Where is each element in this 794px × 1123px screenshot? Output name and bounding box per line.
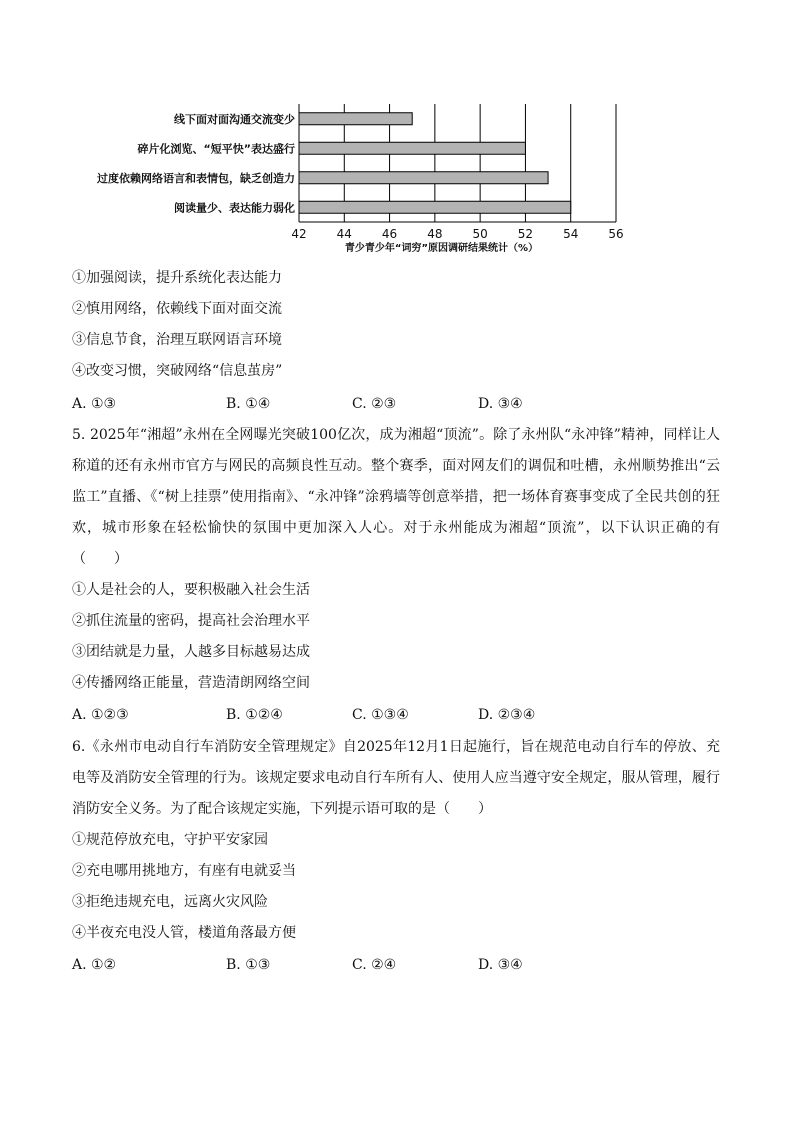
tick-label-48: 48 bbox=[427, 227, 443, 241]
q5-option-2: ②抓住流量的密码，提高社会治理水平 bbox=[72, 613, 310, 629]
q4-choice-b[interactable]: B. ①④ bbox=[226, 396, 271, 412]
tick-label-54: 54 bbox=[563, 227, 579, 241]
category-label-3: 阅读量少、表达能力弱化 bbox=[174, 201, 295, 215]
q5-choice-b[interactable]: B. ①②④ bbox=[226, 707, 283, 723]
q6-option-1: ①规范停放充电，守护平安家园 bbox=[72, 832, 268, 848]
q4-option-3: ③信息节食，治理互联网语言环境 bbox=[72, 332, 282, 348]
q6-choice-b[interactable]: B. ①③ bbox=[226, 957, 271, 973]
tick-label-46: 46 bbox=[381, 227, 398, 241]
q4-choice-a[interactable]: A. ①③ bbox=[72, 396, 117, 412]
q6-choice-c[interactable]: C. ②④ bbox=[352, 957, 397, 973]
q6-option-3: ③拒绝违规充电，远离火灾风险 bbox=[72, 894, 268, 910]
tick-label-44: 44 bbox=[336, 227, 352, 241]
q5-option-1: ①人是社会的人，要积极融入社会生活 bbox=[72, 582, 310, 598]
q4-option-2: ②慎用网络，依赖线下面对面交流 bbox=[72, 301, 282, 317]
q4-option-1: ①加强阅读，提升系统化表达能力 bbox=[72, 270, 282, 286]
bar-1 bbox=[299, 142, 525, 154]
x-axis-label: 青少青少年“词穷”原因调研结果统计（%） bbox=[344, 243, 539, 254]
q6-choices bbox=[72, 955, 672, 975]
tick-label-50: 50 bbox=[472, 227, 488, 241]
bar-2 bbox=[299, 172, 548, 184]
bar-3 bbox=[299, 201, 571, 213]
tick-label-52: 52 bbox=[517, 227, 534, 241]
q5-choice-a[interactable]: A. ①②③ bbox=[72, 707, 129, 723]
category-label-1: 碎片化浏览、“短平快”表达盛行 bbox=[137, 142, 295, 156]
q4-choices bbox=[72, 394, 672, 414]
category-label-2: 过度依赖网络语言和表情包，缺乏创造力 bbox=[97, 171, 295, 185]
q5-stem: 5. 2025年“湘超”永州在全网曝光突破100亿次，成为湘超“顶流”。除了永州队“永冲锋”精神，同样让人称道的还有永州市官方与网民的高频良性互动。整个赛季，面对网友们的调侃和吐槽，永州顺势推出“云监工”直播、《“树上挂票”使用指南》、“永冲锋”涂鸦墙等创意举措，把一场体育赛事变成了全民共创的狂欢，城市形象在轻松愉快的氛围中更加深入人心。对于永州能成为湘超“顶流”，以下认识正确的有（ ） bbox=[72, 427, 720, 567]
q5-choices bbox=[72, 705, 672, 725]
tick-label-56: 56 bbox=[608, 227, 624, 241]
category-label-0: 线下面对面沟通交流变少 bbox=[174, 112, 295, 126]
q4-choice-d[interactable]: D. ③④ bbox=[478, 396, 523, 412]
q6-stem: 6.《永州市电动自行车消防安全管理规定》自2025年12月1日起施行，旨在规范电动自行车的停放、充电等及消防安全管理的行为。该规定要求电动自行车所有人、使用人应当遵守安全规定，服从管理，履行消防安全义务。为了配合该规定实施，下列提示语可取的是（ ） bbox=[72, 739, 720, 817]
tick-label-42: 42 bbox=[291, 227, 307, 241]
q5-choice-d[interactable]: D. ②③④ bbox=[478, 707, 536, 723]
q6-option-4: ④半夜充电没人管，楼道角落最方便 bbox=[72, 925, 296, 941]
bar-0 bbox=[299, 113, 412, 125]
q6-option-2: ②充电哪用挑地方，有座有电就妥当 bbox=[72, 863, 296, 879]
q4-option-4: ④改变习惯，突破网络“信息茧房” bbox=[72, 363, 283, 379]
bar-chart bbox=[60, 92, 680, 262]
q6-choice-d[interactable]: D. ③④ bbox=[478, 957, 523, 973]
q4-choice-c[interactable]: C. ②③ bbox=[352, 396, 397, 412]
q5-choice-c[interactable]: C. ①③④ bbox=[352, 707, 409, 723]
chart-svg bbox=[60, 92, 680, 262]
q5-option-4: ④传播网络正能量，营造清朗网络空间 bbox=[72, 675, 310, 691]
q5-option-3: ③团结就是力量，人越多目标越易达成 bbox=[72, 644, 310, 660]
q6-choice-a[interactable]: A. ①② bbox=[72, 957, 117, 973]
